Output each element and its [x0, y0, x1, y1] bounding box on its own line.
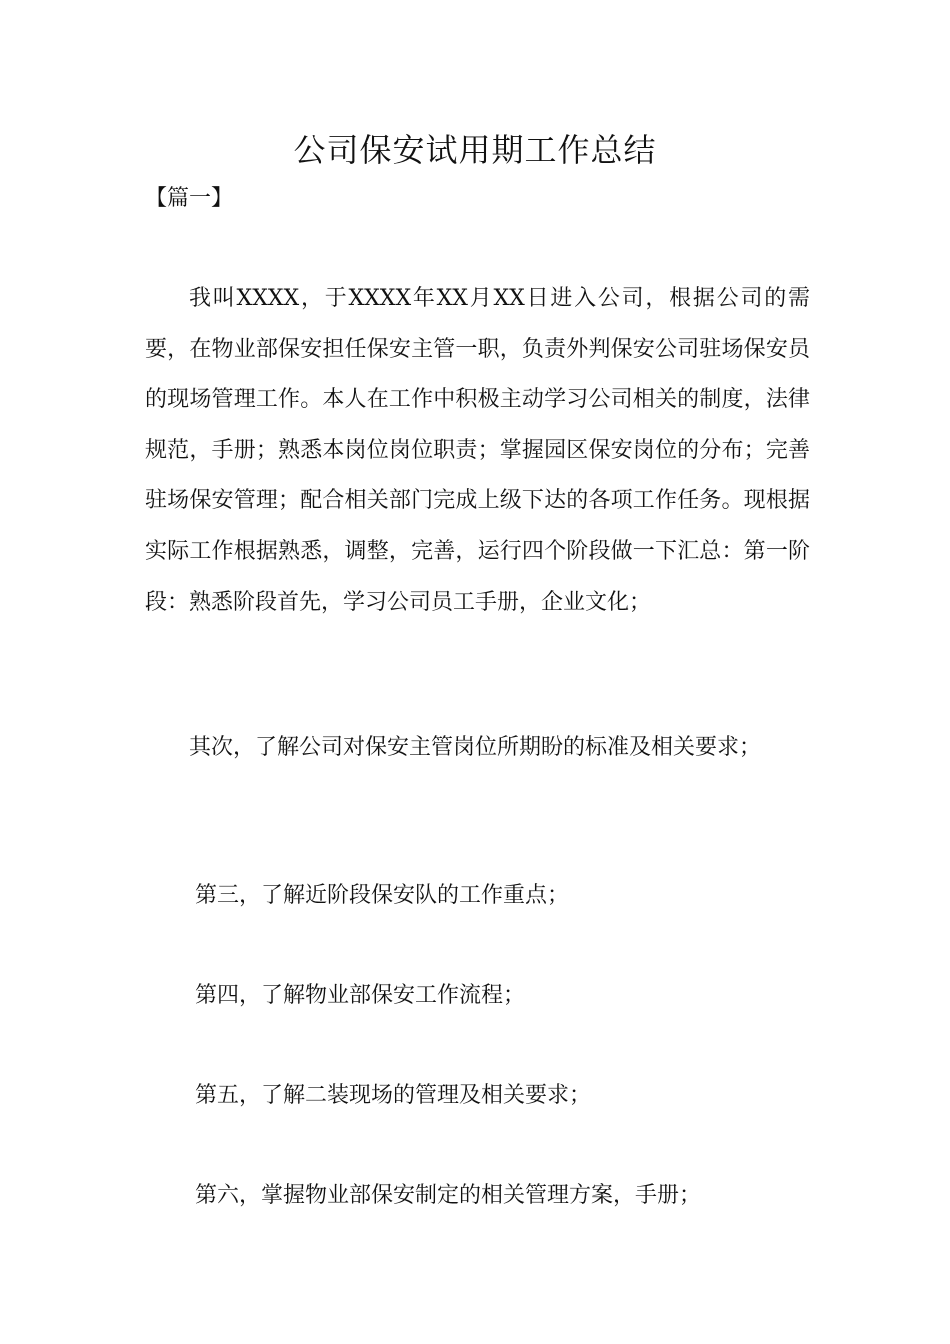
section-label: 【篇一】 — [145, 186, 234, 211]
list-item-fourth: 第四，了解物业部保安工作流程； — [195, 983, 526, 1008]
paragraph-intro: 我叫XXXX，于XXXX年XX月XX日进入公司，根据公司的需要，在物业部保安担任保安主管一职，负责外判保安公司驻场保安员的现场管理工作。本人在工作中积极主动学习公司相关的制度，法律规范，手册；熟悉本岗位岗位职责；掌握园区保安岗位的分布；完善驻场保安管理；配合相关部门完成上级下达的各项工作任务。现根据实际工作根据熟悉，调整，完善，运行四个阶段做一下汇总：第一阶段：熟悉阶段首先，学习公司员工手册，企业文化； — [145, 286, 810, 615]
document-title: 公司保安试用期工作总结 — [293, 131, 657, 169]
list-item-sixth: 第六，掌握物业部保安制定的相关管理方案，手册； — [195, 1183, 702, 1208]
paragraph-second: 其次，了解公司对保安主管岗位所期盼的标准及相关要求； — [189, 735, 762, 760]
list-item-third: 第三，了解近阶段保安队的工作重点； — [195, 883, 570, 908]
list-item-fifth: 第五，了解二装现场的管理及相关要求； — [195, 1083, 592, 1108]
